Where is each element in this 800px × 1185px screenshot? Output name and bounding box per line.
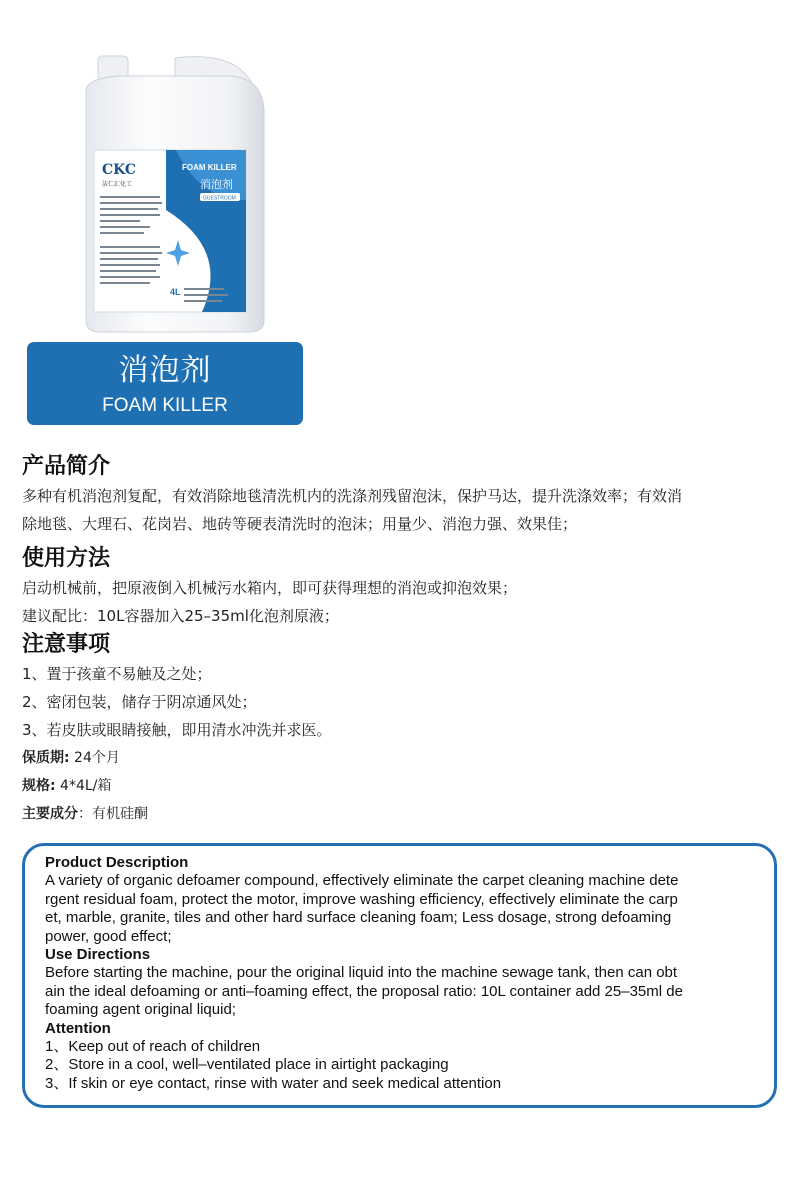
desc-title: Product Description	[45, 854, 189, 871]
svg-text:4L: 4L	[170, 287, 181, 297]
chinese-content	[22, 452, 782, 828]
use-line: foaming agent original liquid;	[45, 1001, 236, 1019]
attention-line: 3、If skin or eye contact, rinse with water and seek medical attention	[45, 1074, 502, 1092]
use-line: ain the ideal defoaming or anti–foaming effect, the proposal ratio: 10L container add 25–35ml de	[45, 982, 683, 1000]
usage-line: 建议配比：10L容器加入25–35ml化泡剂原液；	[22, 607, 339, 625]
svg-text:GUESTROOM: GUESTROOM	[203, 195, 236, 202]
svg-text:FOAM KILLER: FOAM KILLER	[182, 163, 237, 172]
use-title: Use Directions	[45, 946, 151, 964]
title-banner	[27, 342, 303, 425]
product-image	[80, 50, 270, 335]
english-description-box	[22, 843, 777, 1108]
svg-text:消泡剂: 消泡剂	[200, 178, 233, 191]
intro-title: 产品简介	[22, 454, 111, 479]
notes-title: 注意事项	[22, 632, 111, 657]
intro-line: 多种有机消泡剂复配，有效消除地毯清洗机内的洗涤剂残留泡沫，保护马达，提升洗涤效率；有效消	[22, 487, 683, 505]
specification: 规格: 4*4L/箱	[22, 778, 112, 794]
notes-line: 3、若皮肤或眼睛接触，即用清水冲洗并求医。	[22, 721, 332, 739]
desc-line: A variety of organic defoamer compound, effectively eliminate the carpet cleaning machine dete	[45, 872, 679, 890]
intro-line: 除地毯、大理石、花岗岩、地砖等硬表清洗时的泡沫；用量少、消泡力强、效果佳；	[22, 515, 578, 533]
svg-text:洁仁汇化工: 洁仁汇化工	[102, 181, 133, 188]
notes-line: 1、置于孩童不易触及之处；	[22, 665, 212, 683]
use-line: Before starting the machine, pour the original liquid into the machine sewage tank, then can obt	[45, 964, 678, 982]
usage-title: 使用方法	[22, 546, 111, 571]
attention-line: 2、Store in a cool, well–ventilated place in airtight packaging	[45, 1056, 449, 1074]
main-ingredient: 主要成分：有机硅酮	[22, 806, 148, 822]
attention-line: 1、Keep out of reach of children	[45, 1038, 261, 1056]
attention-title: Attention	[45, 1019, 111, 1037]
banner-title-cn: 消泡剂	[118, 353, 212, 388]
banner-title-en: FOAM KILLER	[102, 395, 228, 416]
desc-line: power, good effect;	[45, 927, 172, 945]
notes-line: 2、密闭包装，储存于阴凉通风处；	[22, 693, 257, 711]
shelf-life: 保质期: 24个月	[22, 750, 120, 766]
desc-line: et, marble, granite, tiles and other hard surface cleaning foam; Less dosage, strong defoaming	[45, 909, 672, 927]
usage-line: 启动机械前，把原液倒入机械污水箱内，即可获得理想的消泡或抑泡效果；	[22, 579, 518, 597]
brand-logo: CKC	[102, 162, 137, 178]
desc-line: rgent residual foam, protect the motor, improve washing efficiency, effectively eliminate the carp	[45, 890, 678, 908]
